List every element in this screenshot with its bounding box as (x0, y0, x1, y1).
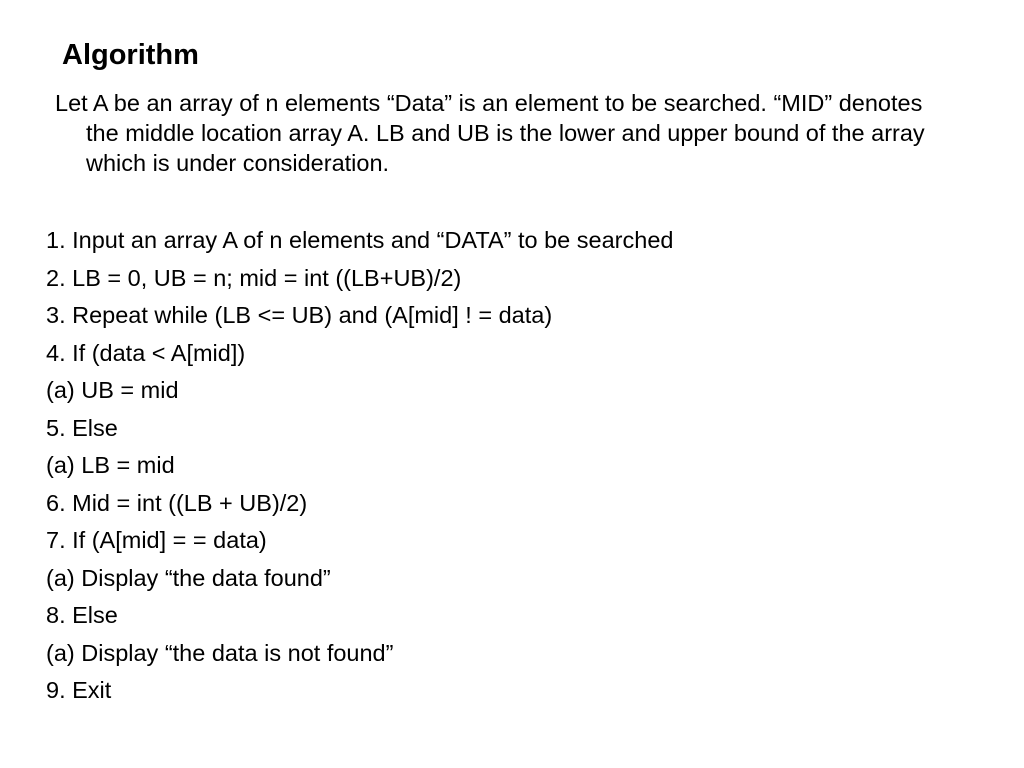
algorithm-step: 4. If (data < A[mid]) (46, 339, 246, 366)
algorithm-step: 8. Else (46, 602, 118, 628)
algorithm-step: 3. Repeat while (LB <= UB) and (A[mid] ! = data) (46, 302, 553, 328)
algorithm-step: (a) Display “the data found” (46, 564, 331, 591)
algorithm-step: (a) UB = mid (46, 377, 179, 403)
algorithm-step: 5. Else (46, 414, 118, 441)
algorithm-step: 6. Mid = int ((LB + UB)/2) (46, 489, 308, 516)
intro-paragraph: Let A be an array of n elements “Data” is an element to be searched. “MID” denotes the middle location array A. LB and UB is the lower and upper bound of the array which is under consideration. (55, 90, 925, 176)
slide-title: Algorithm (62, 39, 199, 71)
algorithm-step: (a) Display “the data is not found” (46, 639, 394, 666)
algorithm-step: 7. If (A[mid] = = data) (46, 527, 267, 553)
algorithm-step: (a) LB = mid (46, 452, 175, 478)
algorithm-step: 1. Input an array A of n elements and “DATA” to be searched (46, 227, 674, 253)
algorithm-step: 2. LB = 0, UB = n; mid = int ((LB+UB)/2) (46, 264, 462, 291)
algorithm-step: 9. Exit (46, 677, 112, 703)
algorithm-steps-list (46, 222, 673, 710)
